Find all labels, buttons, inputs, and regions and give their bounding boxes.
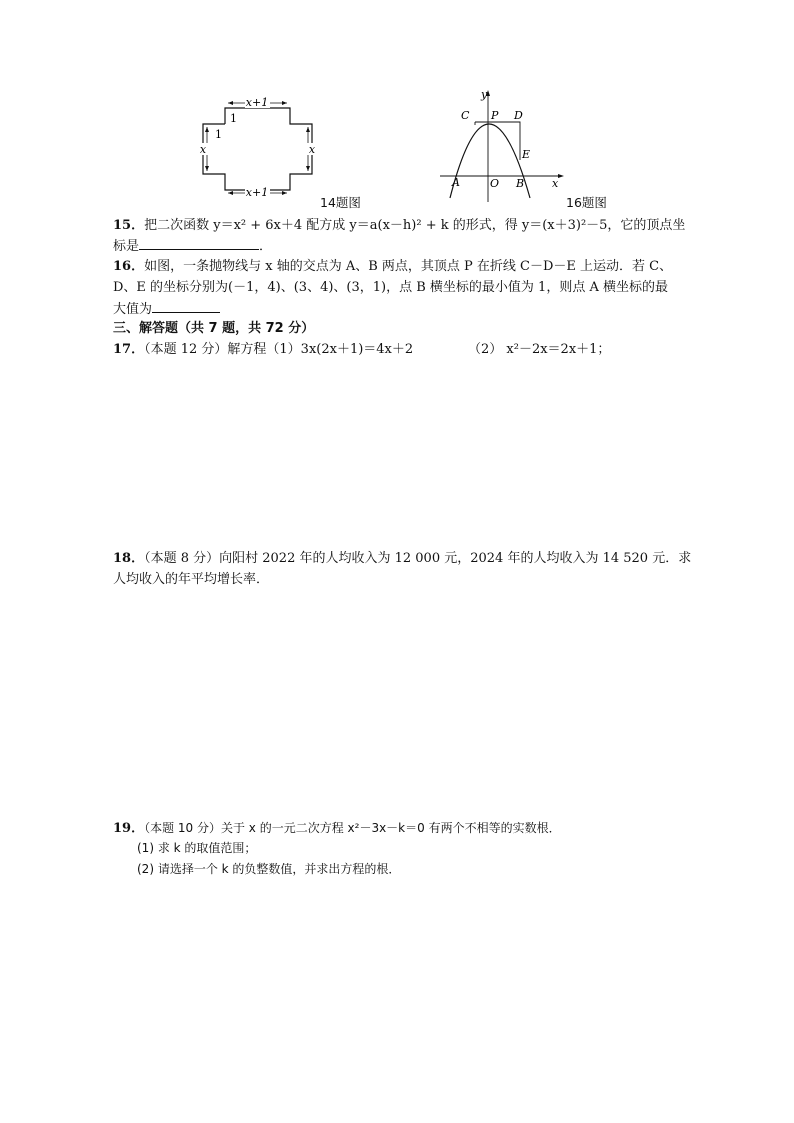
y-axis-label: y	[481, 88, 488, 101]
q19-sub1: (1) 求 k 的取值范围；	[137, 841, 257, 855]
q17-line	[113, 340, 413, 359]
figure-14-caption: 14题图	[320, 195, 361, 210]
figure-14-svg	[190, 92, 340, 202]
q19-sub2: (2) 请选择一个 k 的负整数值，并求出方程的根．	[137, 862, 401, 876]
figure-16	[436, 86, 576, 206]
q18-number: 18．	[113, 551, 145, 566]
q16-number: 16．	[113, 259, 145, 274]
q17-number: 17．	[113, 342, 145, 357]
figure-16-caption: 16题图	[566, 195, 607, 210]
q15-text2: 标是	[113, 239, 140, 254]
corner-label-1: 1	[230, 112, 237, 125]
q15-line2	[113, 236, 272, 256]
cross-shape	[203, 108, 312, 190]
q19-line	[113, 819, 561, 838]
point-p-label: P	[491, 109, 499, 122]
q18-text1: （本题 8 分）向阳村 2022 年的人均收入为 12 000 元，2024 年的人均收入为 14 520 元．求	[144, 551, 692, 566]
q17-part2: （2） x²－2x＝2x＋1；	[468, 342, 611, 357]
q18-text2: 人均收入的年平均增长率．	[113, 572, 270, 587]
q16-line1	[113, 257, 672, 276]
section-3-title: 三、解答题（共 7 题，共 72 分）	[113, 321, 315, 336]
q15-text2-end: ．	[259, 239, 273, 254]
right-dimension-label: x	[308, 143, 316, 156]
bottom-dimension-label: x+1	[245, 186, 269, 199]
figure-14	[190, 92, 340, 202]
q16-text1: 如图，一条抛物线与 x 轴的交点为 A、B 两点，其顶点 P 在折线 C－D－E 上运动．若 C、	[144, 259, 673, 274]
q18-line2	[113, 570, 269, 589]
figure-16-svg	[436, 86, 576, 206]
top-dimension-label: x+1	[245, 96, 269, 109]
q19-number: 19．	[113, 821, 145, 836]
q15-answer-blank[interactable]	[139, 236, 259, 250]
corner-label-2: 1	[215, 128, 222, 141]
point-c-label: C	[461, 109, 470, 122]
q19-text: （本题 10 分）关于 x 的一元二次方程 x²－3x－k＝0 有两个不相等的实数根．	[144, 821, 561, 835]
origin-label: O	[490, 177, 500, 190]
point-d-label: D	[514, 109, 523, 122]
q16-text2: D、E 的坐标分别为(－1，4)、(3、4)、(3，1)，点 B 横坐标的最小值为 1，则点 A 横坐标的最	[113, 280, 668, 295]
q18-line1	[113, 549, 691, 568]
q17-text: （本题 12 分）解方程（1）3x(2x＋1)＝4x＋2	[144, 342, 414, 357]
q15-number: 15．	[113, 218, 145, 233]
x-axis-label: x	[552, 177, 559, 190]
point-b-label: B	[516, 177, 525, 190]
q16-text3: 大值为	[113, 302, 153, 317]
q15-text1: 把二次函数 y＝x² + 6x＋4 配方成 y＝a(x－h)² + k 的形式，得 y＝(x＋3)²－5，它的顶点坐	[144, 218, 686, 233]
point-a-label: A	[452, 176, 460, 189]
point-e-label: E	[522, 148, 531, 161]
q15-line1	[113, 216, 685, 235]
q16-line2	[113, 278, 668, 297]
q16-line3	[113, 299, 220, 319]
q16-answer-blank[interactable]	[152, 299, 220, 313]
left-dimension-label: x	[199, 143, 207, 156]
